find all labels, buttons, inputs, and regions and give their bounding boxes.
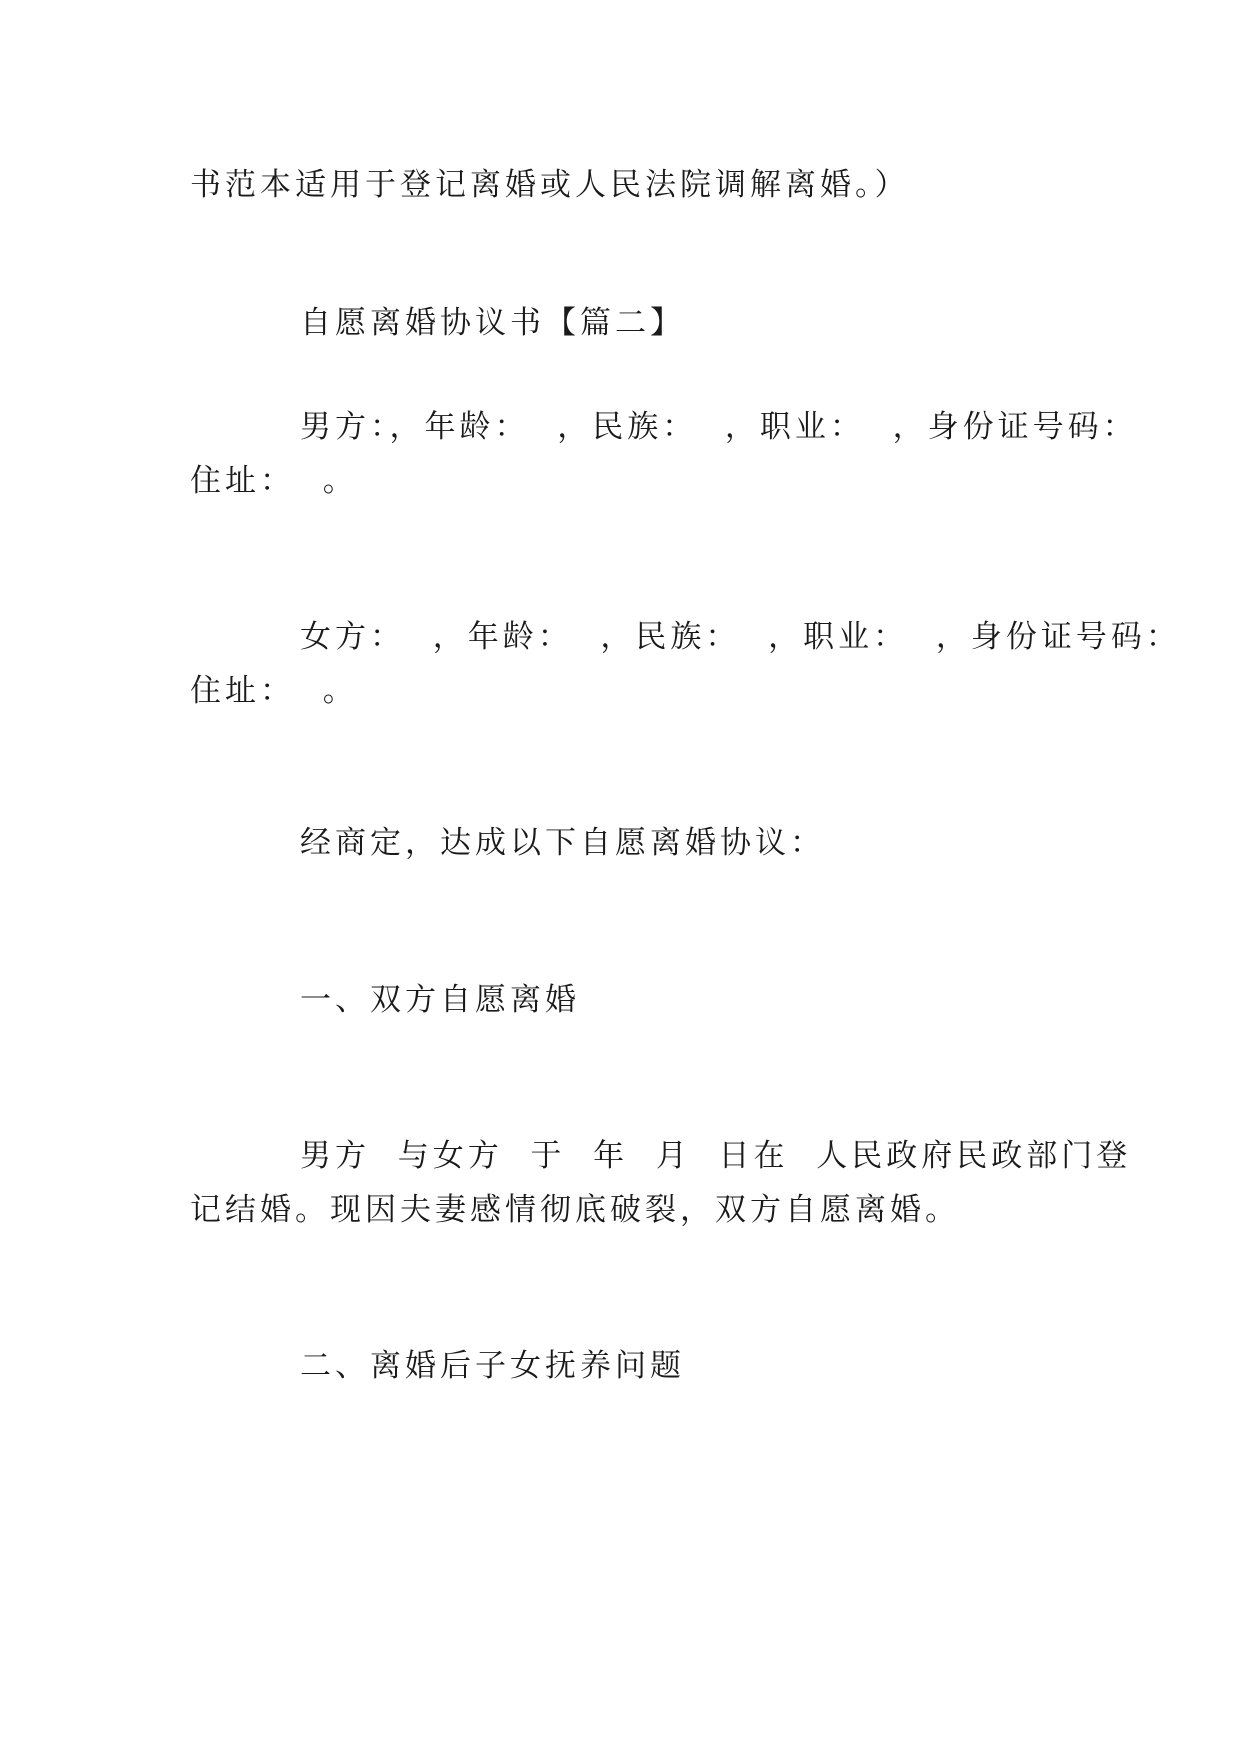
male-info-line-2: 住址： 。	[190, 463, 358, 499]
section-2-heading: 二、离婚后子女抚养问题	[300, 1348, 685, 1384]
male-info-line-1: 男方：，年龄： ，民族： ，职业： ，身份证号码：	[300, 409, 1138, 445]
section-1-body-line-1: 男方 与女方 于 年 月 日在 人民政府民政部门登	[300, 1138, 1132, 1174]
intro-tail-text: 书范本适用于登记离婚或人民法院调解离婚。）	[190, 167, 910, 203]
section-1-body-line-2: 记结婚。现因夫妻感情彻底破裂，双方自愿离婚。	[190, 1192, 960, 1228]
agreement-intro: 经商定，达成以下自愿离婚协议：	[300, 825, 825, 861]
female-info-line-2: 住址： 。	[190, 673, 358, 709]
section-1-heading: 一、双方自愿离婚	[300, 982, 580, 1018]
document-title: 自愿离婚协议书【篇二】	[300, 305, 685, 341]
female-info-line-1: 女方： ，年龄： ，民族： ，职业： ，身份证号码：	[300, 619, 1181, 655]
